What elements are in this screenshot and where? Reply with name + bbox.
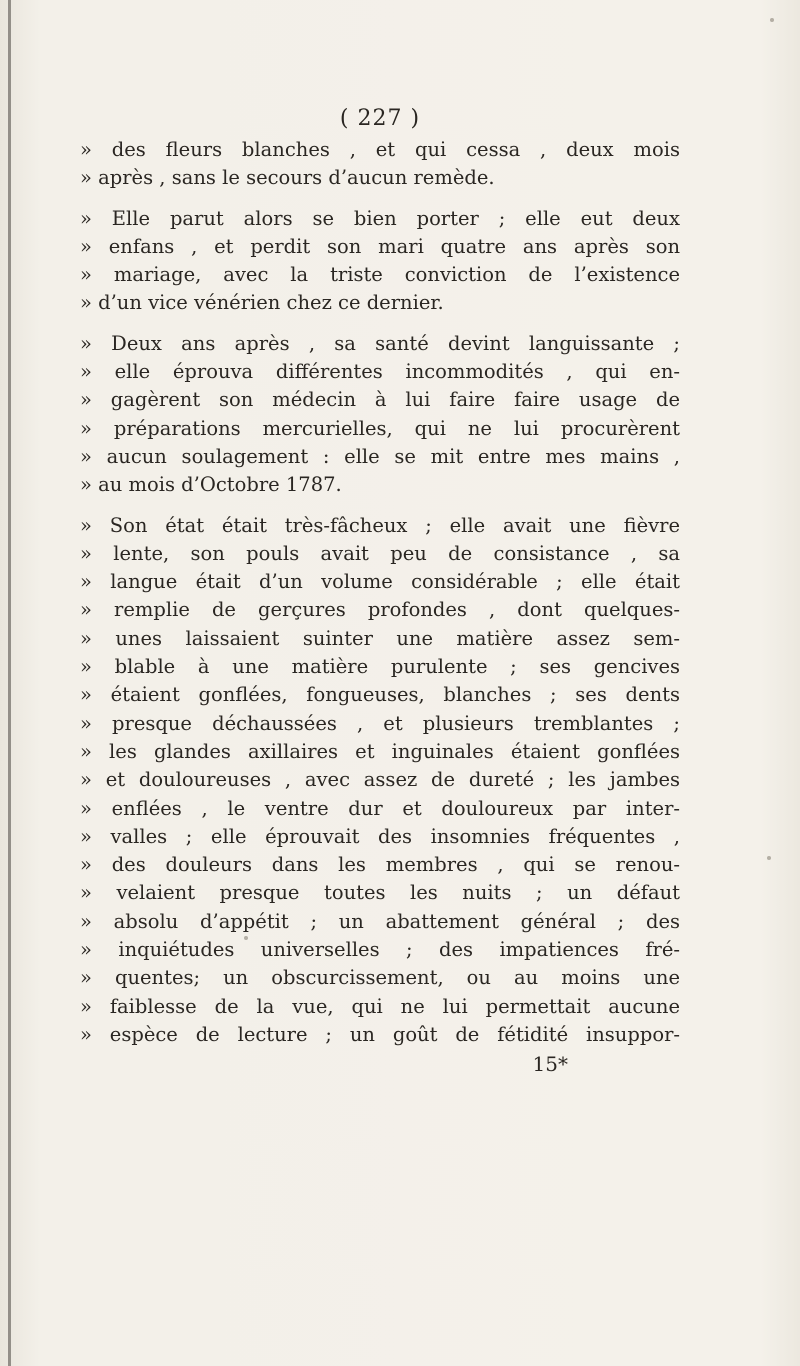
text-line: » langue était d’un volume considérable ; elle était — [80, 570, 680, 594]
text-line: » valles ; elle éprouvait des insomnies fréquentes , — [80, 824, 680, 848]
text-line: » mariage, avec la triste conviction de l’existence — [80, 263, 680, 287]
text-line: » absolu d’appétit ; un abattement général ; des — [80, 909, 680, 933]
text-line: » et douloureuses , avec assez de dureté ; les jambes — [80, 768, 680, 792]
paragraph-1 — [80, 136, 680, 193]
text-line: » des fleurs blanches , et qui cessa , deux mois — [80, 138, 680, 161]
paper-speck — [767, 856, 771, 860]
text-line: » des douleurs dans les membres , qui se renou- — [80, 853, 680, 877]
text-line: » après , sans le secours d’aucun remède. — [80, 166, 495, 190]
text-line: » préparations mercurielles, qui ne lui procurèrent — [80, 416, 680, 440]
paragraph-4 — [80, 512, 680, 1050]
text-line: » espèce de lecture ; un goût de fétidité insuppor- — [80, 1022, 680, 1046]
text-line: » Elle parut alors se bien porter ; elle eut deux — [80, 206, 680, 230]
page-number: ( 227 ) — [339, 106, 421, 131]
text-line: » inquiétudes universelles ; des impatiences fré- — [80, 938, 680, 962]
signature-mark: 15* — [532, 1052, 568, 1077]
paragraph-3 — [80, 330, 680, 500]
text-line: » blable à une matière purulente ; ses gencives — [80, 655, 680, 679]
text-line: » remplie de gerçures profondes , dont quelques- — [80, 598, 680, 622]
text-line: » les glandes axillaires et inguinales étaient gonflées — [80, 739, 680, 763]
binding-edge — [8, 0, 11, 1366]
text-line: » presque déchaussées , et plusieurs tremblantes ; — [80, 711, 680, 735]
text-line: » Son état était très-fâcheux ; elle avait une fièvre — [80, 513, 680, 537]
text-line: » Deux ans après , sa santé devint languissante ; — [80, 331, 680, 355]
text-line: » lente, son pouls avait peu de consistance , sa — [80, 541, 680, 565]
text-line: » au mois d’Octobre 1787. — [80, 473, 342, 497]
text-line: » unes laissaient suinter une matière assez sem- — [80, 626, 680, 650]
text-line: » velaient presque toutes les nuits ; un défaut — [80, 881, 680, 905]
text-line: » étaient gonflées, fongueuses, blanches ; ses dents — [80, 683, 680, 707]
text-line: » enflées , le ventre dur et douloureux par inter- — [80, 796, 680, 820]
text-line: » elle éprouva différentes incommodités , qui en- — [80, 360, 680, 384]
text-line: » faiblesse de la vue, qui ne lui permettait aucune — [80, 994, 680, 1018]
paragraph-2 — [80, 205, 680, 318]
paper-speck — [770, 18, 774, 22]
text-line: » aucun soulagement : elle se mit entre mes mains , — [80, 444, 680, 468]
text-line: » enfans , et perdit son mari quatre ans après son — [80, 234, 680, 258]
text-line: » gagèrent son médecin à lui faire faire usage de — [80, 388, 680, 412]
text-line: » quentes; un obscurcissement, ou au moins une — [80, 966, 680, 990]
page-text — [80, 102, 680, 1079]
text-line: » d’un vice vénérien chez ce dernier. — [80, 291, 444, 315]
